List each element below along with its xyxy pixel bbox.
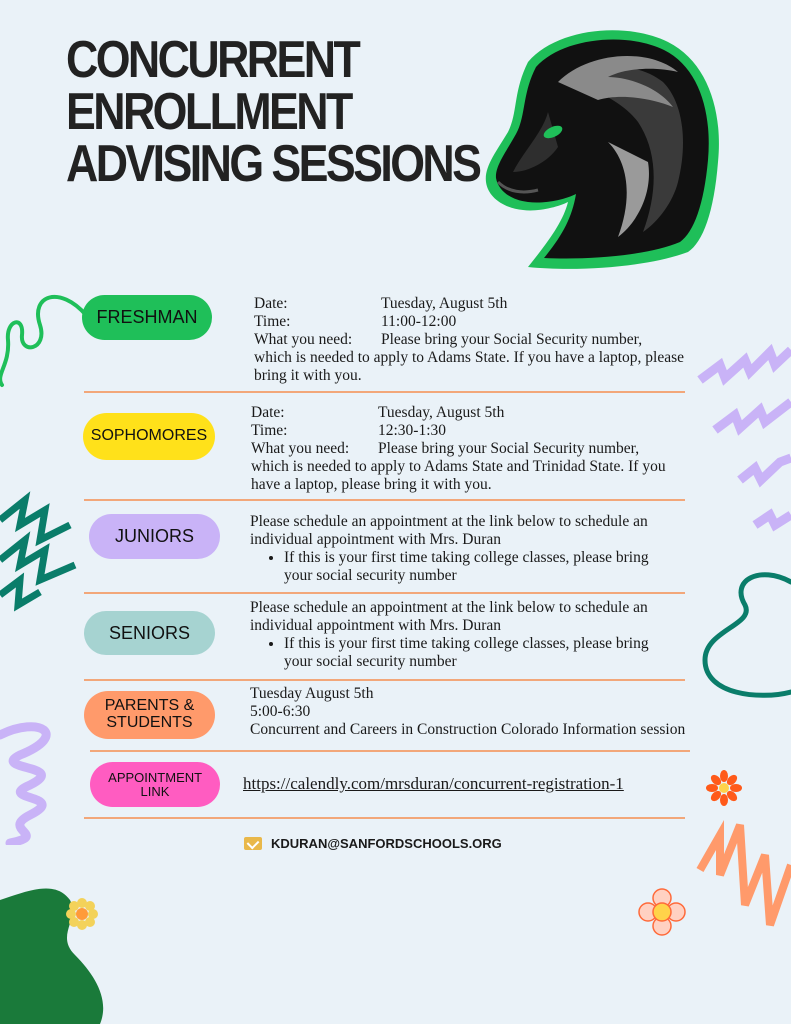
sophomores-label: SOPHOMORES [83,413,215,460]
juniors-label: JUNIORS [89,514,220,559]
freshman-label: FRESHMAN [82,295,212,340]
need-key: What you need: [251,440,350,457]
divider [84,499,685,501]
date-key: Date: [254,295,288,312]
divider [90,750,690,752]
flower-icon [706,770,742,806]
time-value: 11:00-12:00 [381,313,457,330]
lavender-scribble [0,715,80,845]
parents-date: Tuesday August 5th [250,685,374,702]
parents-time: 5:00-6:30 [250,703,311,720]
divider [84,391,685,393]
divider [84,592,685,594]
lavender-squiggles-right [695,310,791,560]
parents-description: Concurrent and Careers in Construction Colorado Information session [250,721,686,738]
date-key: Date: [251,404,285,421]
date-value: Tuesday, August 5th [378,404,505,421]
juniors-details [250,513,670,585]
sophomores-details [251,404,691,494]
time-key: Time: [254,313,291,330]
calendly-link[interactable]: https://calendly.com/mrsduran/concurrent-registration-1 [243,774,624,793]
title-line-2: ENROLLMENT [66,83,351,141]
green-loop-squiggle [0,285,90,395]
juniors-text: Please schedule an appointment at the link below to schedule an individual appointment with Mrs. Duran [250,513,648,548]
parents-details [250,685,760,739]
email-text: KDURAN@SANFORDSCHOOLS.ORG [271,836,502,851]
need-key: What you need: [254,331,353,348]
need-value: Please bring your Social Security number, [381,331,643,348]
appointment-link-label: APPOINTMENT LINK [90,762,220,807]
seniors-text: Please schedule an appointment at the link below to schedule an individual appointment with Mrs. Duran [250,599,648,634]
flower-icon [638,888,686,936]
title-line-1: CONCURRENT [66,31,359,89]
need-value: Please bring your Social Security number, [378,440,640,457]
need-continued: which is needed to apply to Adams State. If you have a laptop, please bring it with you. [254,349,685,384]
mustang-mascot-logo [468,22,728,272]
page-title [66,31,480,193]
title-line-3: ADVISING SESSIONS [66,135,480,193]
flower-icon [66,898,98,930]
seniors-label: SENIORS [84,611,215,655]
date-value: Tuesday, August 5th [381,295,508,312]
divider [84,817,685,819]
need-continued: which is needed to apply to Adams State and Trinidad State. If you have a laptop, please bring it with you. [251,458,666,493]
freshman-details [254,295,694,385]
juniors-bullets [250,549,670,585]
contact-email [244,836,502,851]
divider [84,679,685,681]
seniors-details [250,599,650,671]
time-key: Time: [251,422,288,439]
time-value: 12:30-1:30 [378,422,447,439]
juniors-bullet: • If this is your first time taking college classes, please bring your social security number [284,549,670,585]
seniors-bullet: • If this is your first time taking college classes, please bring your social security number [284,635,650,671]
parents-students-label: PARENTS & STUDENTS [84,691,215,739]
seniors-bullets [250,635,650,671]
teal-zigzag [0,480,90,620]
orange-zigzag [695,815,791,935]
mail-icon [244,837,262,850]
